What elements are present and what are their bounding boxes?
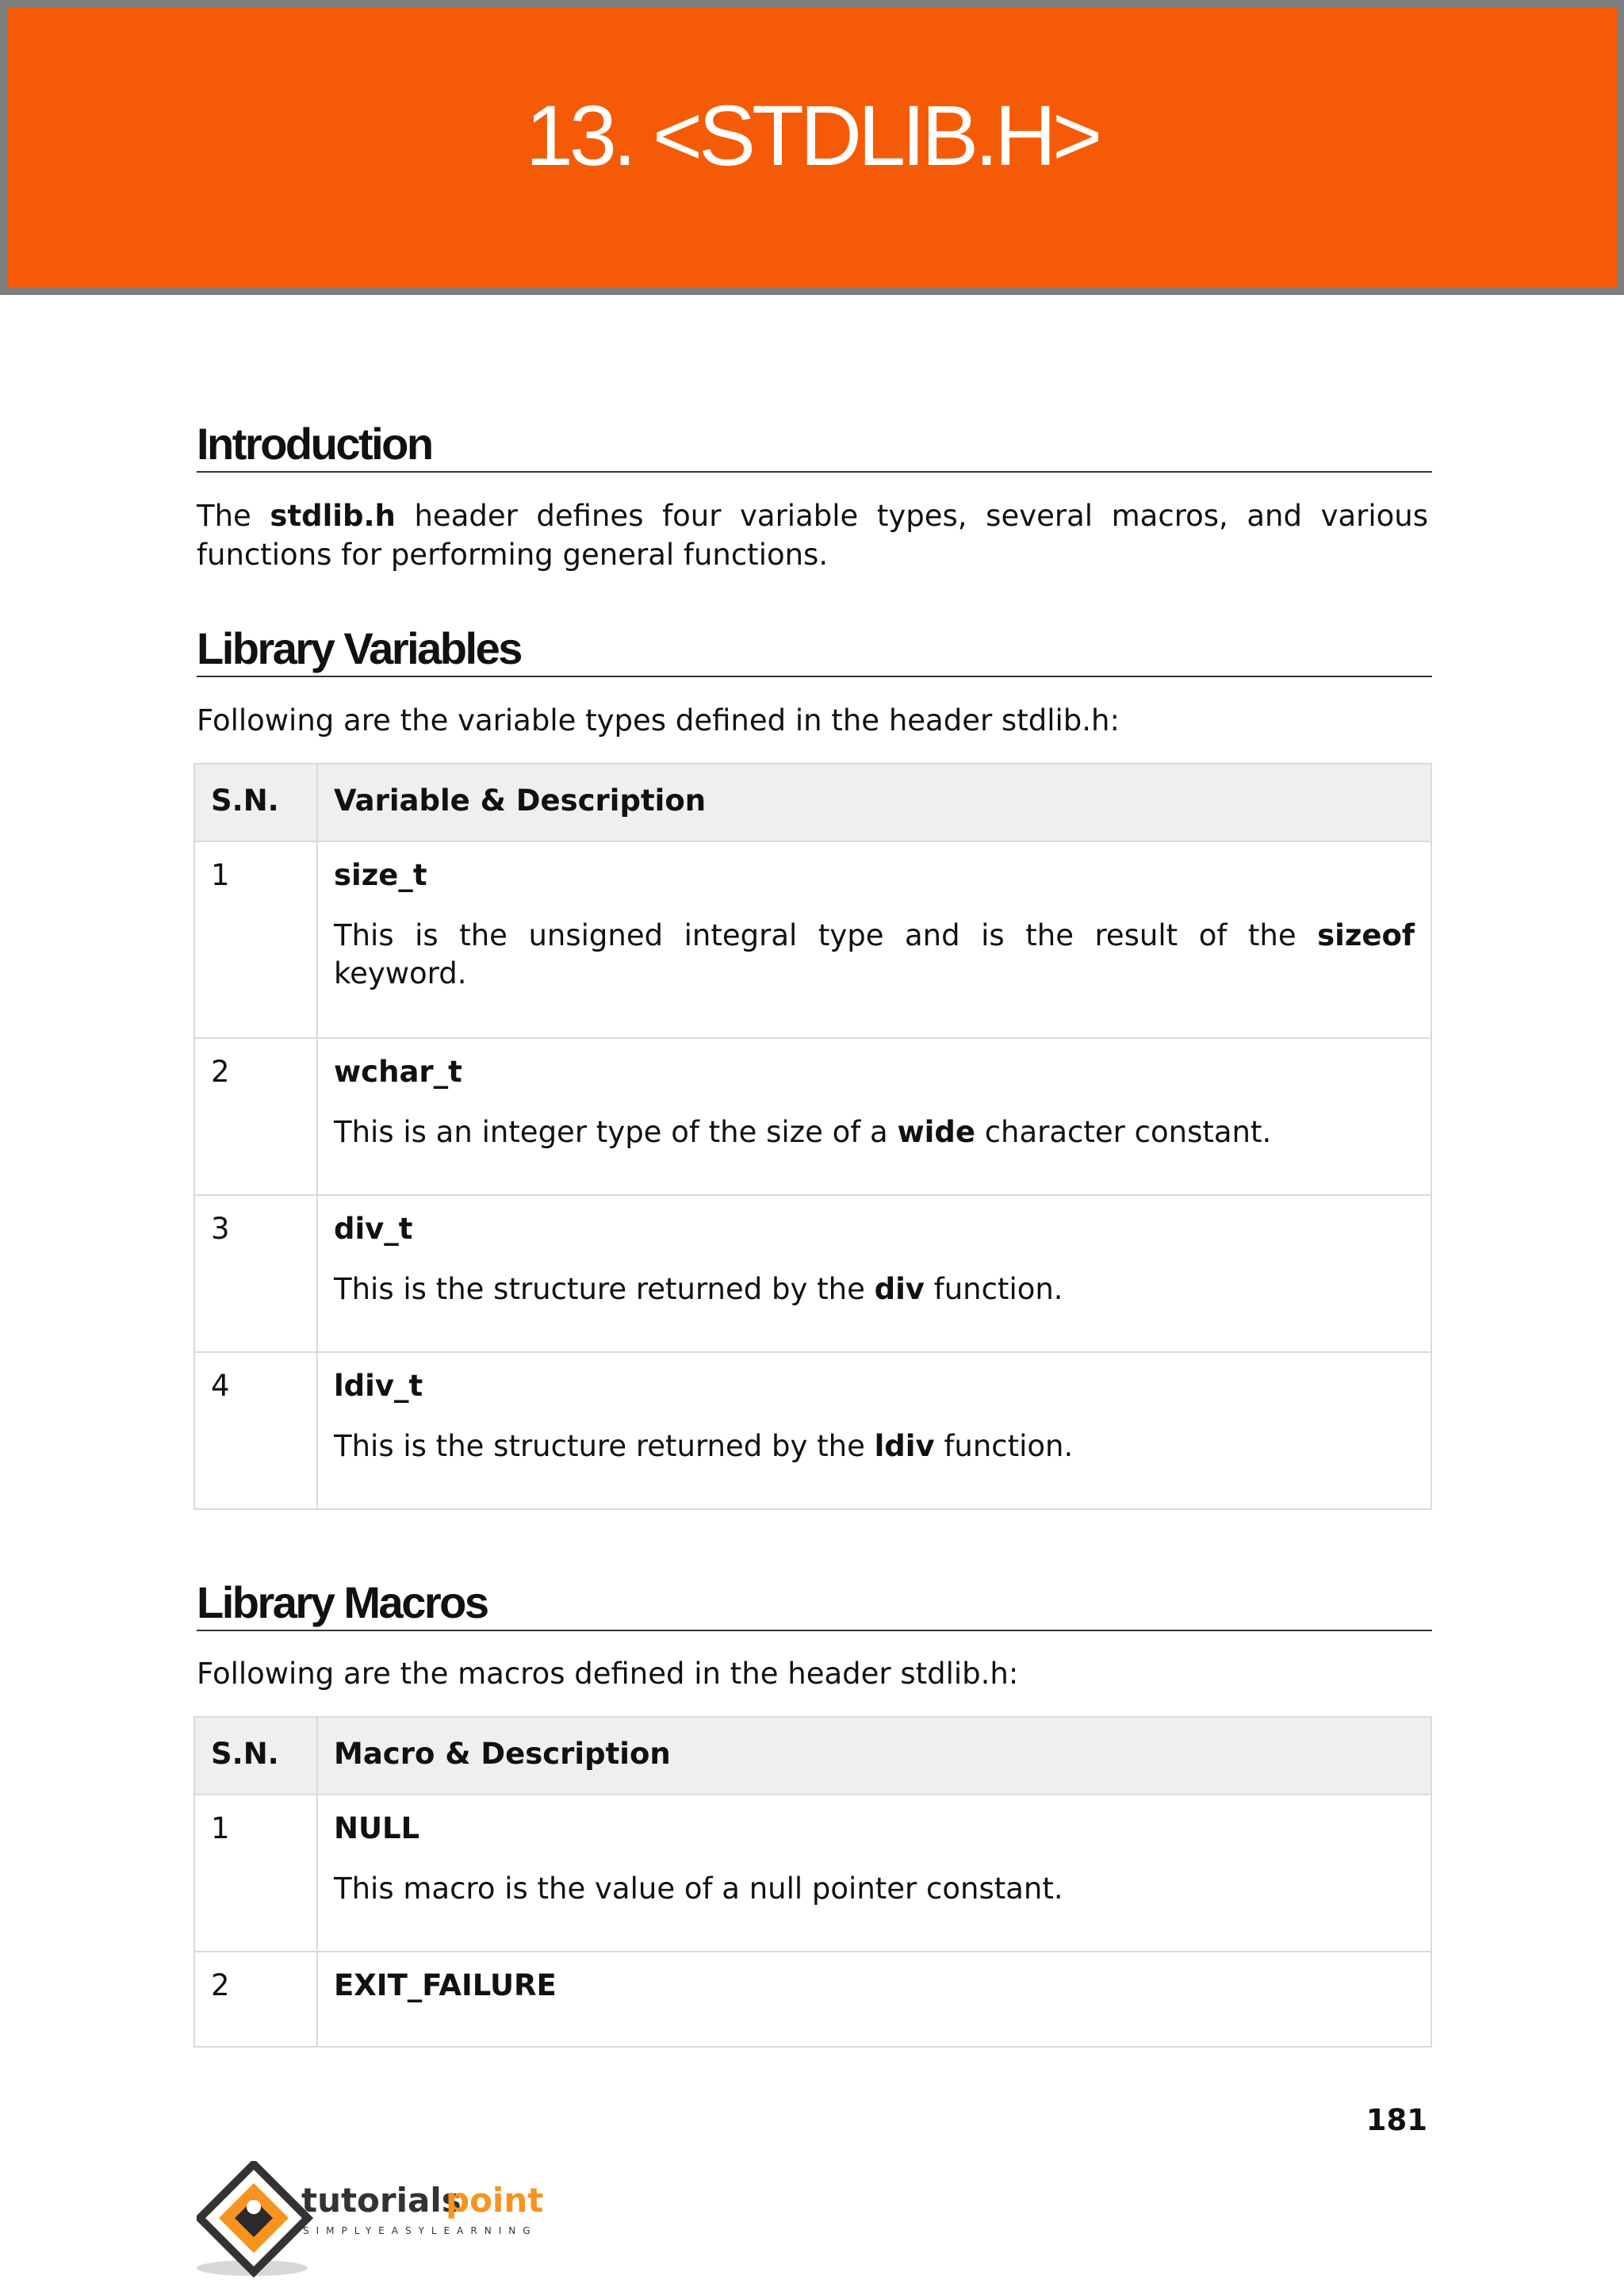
cell-description [317,841,1431,1038]
intro-heading: Introduction [197,422,1432,473]
table-row [194,1795,1431,1952]
cell-sn: 3 [194,1195,317,1352]
cell-sn: 4 [194,1352,317,1509]
variable-name: ldiv_t [334,1369,423,1403]
cell-description [317,1952,1431,2047]
variables-lead: Following are the variable types defined in the header stdlib.h: [197,703,1120,738]
macro-name: EXIT_FAILURE [334,1968,557,2002]
cell-description [317,1195,1431,1352]
variables-heading: Library Variables [197,626,1432,677]
variable-desc [334,1113,1415,1151]
table-row [194,841,1431,1038]
table-header-row [194,764,1431,841]
variables-table [193,763,1432,1510]
variable-name: div_t [334,1212,413,1246]
desc-text: This is the structure returned by the [334,1272,875,1306]
page-number: 181 [1365,2103,1427,2137]
variable-desc [334,917,1415,993]
header-variable-description: Variable & Description [317,764,1431,841]
desc-text: function. [934,1429,1074,1463]
intro-text-after: header defines four variable types, several macros, and various functions for performing general functions. [197,499,1429,572]
cell-description [317,1795,1431,1952]
table-row [194,1952,1431,2047]
variable-name: size_t [334,858,427,892]
chapter-title: 13. <STDLIB.H> [525,87,1099,183]
logo-word-accent: point [446,2181,544,2220]
macro-name: NULL [334,1811,420,1845]
variable-desc [334,1270,1415,1308]
desc-bold: ldiv [874,1429,935,1463]
desc-text: character constant. [975,1115,1272,1149]
cell-sn: 1 [194,1795,317,1952]
variable-name: wchar_t [334,1055,462,1089]
desc-text: This is the structure returned by the [334,1429,875,1463]
desc-text: function. [924,1272,1063,1306]
table-row [194,1038,1431,1195]
logo-graphic [197,2161,569,2280]
desc-text: This is the unsigned integral type and is the result of the [334,918,1318,952]
desc-bold: div [874,1272,925,1306]
macros-table [193,1716,1432,2048]
chapter-banner [0,0,1624,295]
intro-paragraph [197,496,1428,574]
desc-text: keyword. [334,956,467,990]
desc-bold: wide [897,1115,975,1149]
header-sn: S.N. [194,1717,317,1795]
cell-sn: 2 [194,1038,317,1195]
macros-heading: Library Macros [197,1580,1432,1631]
cell-description [317,1352,1431,1509]
header-macro-description: Macro & Description [317,1717,1431,1795]
variable-desc [334,1427,1415,1466]
tutorialspoint-logo [197,2161,569,2283]
macro-desc: This macro is the value of a null pointer constant. [334,1872,1063,1906]
logo-tagline: SIMPLYEASYLEARNING [303,2225,538,2236]
table-header-row [194,1717,1431,1795]
cell-sn: 2 [194,1952,317,2047]
cell-sn: 1 [194,841,317,1038]
cell-description [317,1038,1431,1195]
macros-lead: Following are the macros defined in the header stdlib.h: [197,1657,1019,1691]
desc-bold: sizeof [1317,918,1415,952]
table-row [194,1195,1431,1352]
logo-word-main: tutorials [301,2181,462,2220]
desc-text: This is an integer type of the size of a [334,1115,898,1149]
intro-text-before: The [197,499,270,533]
header-sn: S.N. [194,764,317,841]
table-row [194,1352,1431,1509]
intro-bold-stdlib: stdlib.h [270,499,396,533]
